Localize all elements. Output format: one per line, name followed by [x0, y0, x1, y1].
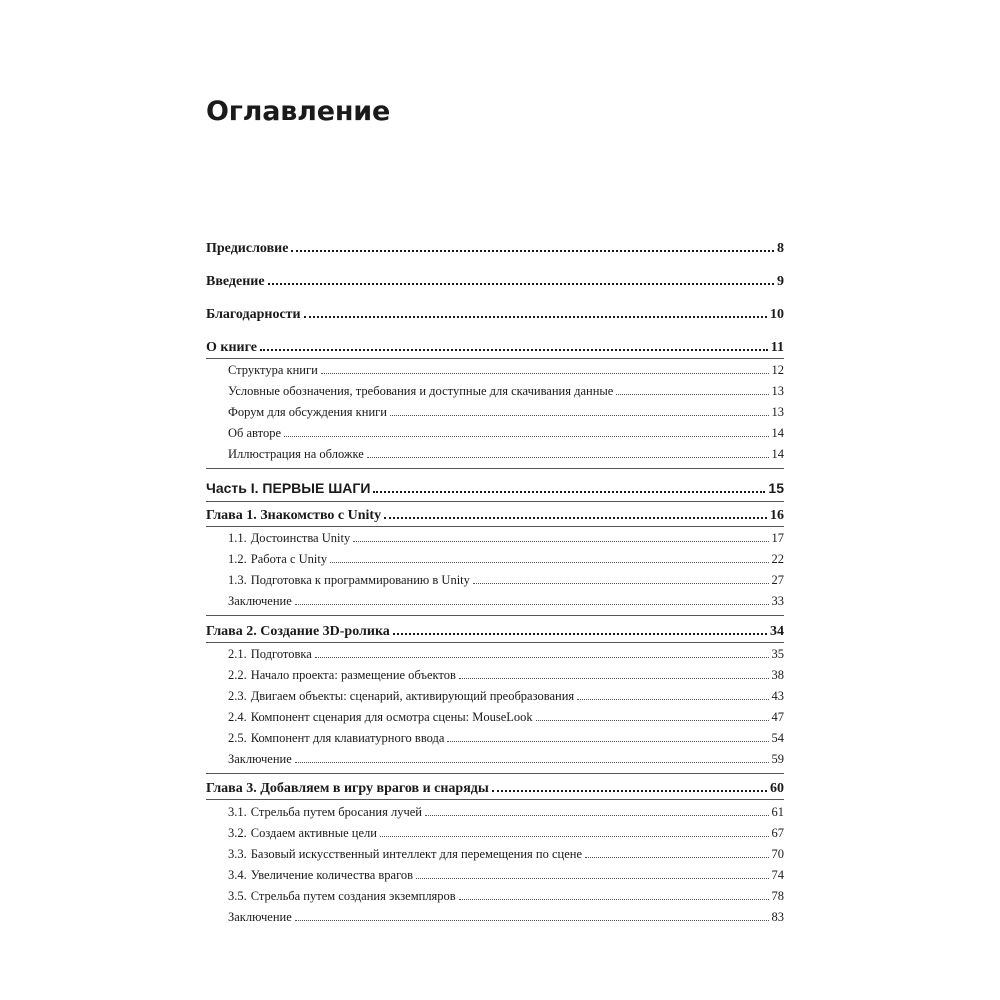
toc-subentry[interactable] [228, 731, 784, 746]
toc-subentry-page: 54 [771, 731, 784, 745]
section-divider [206, 358, 784, 359]
leader-dots [459, 678, 769, 679]
toc-subentry-title: Подготовка [250, 647, 312, 661]
toc-entry-title: Благодарности [206, 307, 301, 322]
toc-entry-preface[interactable] [206, 241, 784, 257]
leader-dots [577, 699, 768, 700]
toc-entry-title: О книге [206, 340, 257, 355]
page-title: Оглавление [206, 96, 391, 127]
section-number: 2.2. [228, 668, 247, 682]
toc-subentry-title: Условные обозначения, требования и доступные для скачивания данные [228, 384, 614, 398]
leader-dots [295, 920, 769, 921]
toc-subentry-page: 12 [771, 363, 784, 377]
toc-subentry[interactable] [228, 868, 784, 883]
leader-dots [260, 349, 768, 351]
leader-dots [367, 457, 769, 458]
toc-subentry-page: 17 [771, 531, 784, 545]
toc-entry-page: 15 [768, 480, 784, 496]
toc-subentry[interactable] [228, 363, 784, 378]
toc-subentry-title: Компонент для клавиатурного ввода [250, 731, 445, 745]
toc-subentry-page: 27 [771, 573, 784, 587]
toc-subentry[interactable] [228, 573, 784, 588]
section-number: 2.4. [228, 710, 247, 724]
toc-subentry-title: Увеличение количества врагов [250, 868, 414, 882]
section-divider [206, 468, 784, 469]
section-divider [206, 526, 784, 527]
toc-entry-page: 60 [770, 781, 784, 796]
toc-entry-title: Часть I. ПЕРВЫЕ ШАГИ [206, 480, 371, 496]
toc-subentry-title: Достоинства Unity [250, 531, 351, 545]
toc-subentry[interactable] [228, 405, 784, 420]
toc-subentry[interactable] [228, 805, 784, 820]
section-divider [206, 799, 784, 800]
toc-entry-introduction[interactable] [206, 274, 784, 290]
toc-subentry-page: 38 [771, 668, 784, 682]
toc-entry-page: 9 [777, 274, 784, 289]
leader-dots [295, 604, 769, 605]
toc-entry-chapter-2[interactable] [206, 624, 784, 640]
toc-entry-page: 11 [770, 340, 784, 355]
toc-subentry-title: Структура книги [228, 363, 318, 377]
toc-subentry[interactable] [228, 426, 784, 441]
leader-dots [492, 790, 767, 792]
toc-subentry-title: Базовый искусственный интеллект для перемещения по сцене [250, 847, 583, 861]
toc-entry-page: 10 [770, 307, 784, 322]
toc-entry-page: 8 [777, 241, 784, 256]
leader-dots [616, 394, 768, 395]
section-number: 3.2. [228, 826, 247, 840]
toc-subentry-title: Заключение [228, 752, 292, 766]
section-divider [206, 642, 784, 643]
toc-entry-title: Глава 2. Создание 3D-ролика [206, 624, 390, 639]
toc-subentry-page: 14 [771, 426, 784, 440]
toc-subentry-title: Начало проекта: размещение объектов [250, 668, 456, 682]
toc-entry-chapter-3[interactable] [206, 781, 784, 797]
toc-subentry[interactable] [228, 447, 784, 462]
leader-dots [384, 517, 767, 519]
toc-entry-acknowledgments[interactable] [206, 307, 784, 323]
toc-subentry-title: Двигаем объекты: сценарий, активирующий преобразования [250, 689, 575, 703]
section-divider [206, 501, 784, 502]
section-number: 1.2. [228, 552, 247, 566]
section-number: 3.5. [228, 889, 247, 903]
leader-dots [373, 491, 765, 493]
toc-subentry-title: Работа с Unity [250, 552, 328, 566]
toc-entry-page: 16 [770, 508, 784, 523]
leader-dots [447, 741, 768, 742]
toc-subentry-title: Заключение [228, 910, 292, 924]
toc-entry-chapter-1[interactable] [206, 508, 784, 524]
toc-subentry[interactable] [228, 668, 784, 683]
leader-dots [291, 250, 774, 252]
toc-subentry-title: Стрельба путем создания экземпляров [250, 889, 456, 903]
toc-subentry-page: 74 [771, 868, 784, 882]
leader-dots [585, 857, 768, 858]
section-number: 3.1. [228, 805, 247, 819]
leader-dots [330, 562, 768, 563]
leader-dots [473, 583, 769, 584]
leader-dots [315, 657, 769, 658]
toc-subentry-title: Подготовка к программированию в Unity [250, 573, 470, 587]
section-number: 1.3. [228, 573, 247, 587]
toc-subentry-page: 59 [771, 752, 784, 766]
toc-entry-page: 34 [770, 624, 784, 639]
toc-subentry-title: Создаем активные цели [250, 826, 377, 840]
toc-subentry[interactable] [228, 384, 784, 399]
section-number: 2.3. [228, 689, 247, 703]
section-divider [206, 773, 784, 774]
section-number: 1.1. [228, 531, 247, 545]
toc-subentry[interactable] [228, 752, 784, 767]
leader-dots [536, 720, 769, 721]
leader-dots [268, 283, 774, 285]
section-divider [206, 615, 784, 616]
toc-subentry-page: 78 [771, 889, 784, 903]
toc-subentry-page: 14 [771, 447, 784, 461]
toc-subentry[interactable] [228, 689, 784, 704]
toc-subentry-page: 70 [771, 847, 784, 861]
toc-entry-about-book[interactable] [206, 340, 784, 356]
leader-dots [459, 899, 769, 900]
section-number: 2.5. [228, 731, 247, 745]
toc-subentry-page: 61 [771, 805, 784, 819]
leader-dots [353, 541, 768, 542]
toc-subentry-page: 47 [771, 710, 784, 724]
toc-subentry[interactable] [228, 647, 784, 662]
toc-subentry-page: 13 [771, 384, 784, 398]
toc-subentry[interactable] [228, 594, 784, 609]
toc-subentry-page: 13 [771, 405, 784, 419]
toc-subentry-page: 83 [771, 910, 784, 924]
toc-subentry[interactable] [228, 552, 784, 567]
leader-dots [380, 836, 769, 837]
toc-entry-part-1[interactable] [206, 480, 784, 496]
leader-dots [425, 815, 769, 816]
leader-dots [304, 316, 767, 318]
leader-dots [416, 878, 768, 879]
toc-subentry-page: 33 [771, 594, 784, 608]
toc-subentry[interactable] [228, 847, 784, 862]
leader-dots [284, 436, 769, 437]
toc-subentry-title: Компонент сценария для осмотра сцены: MouseLook [250, 710, 533, 724]
toc-subentry-title: Заключение [228, 594, 292, 608]
toc-entry-title: Глава 1. Знакомство с Unity [206, 508, 382, 523]
toc-subentry[interactable] [228, 889, 784, 904]
toc-subentry-page: 35 [771, 647, 784, 661]
leader-dots [295, 762, 769, 763]
toc-entry-title: Глава 3. Добавляем в игру врагов и снаряды [206, 781, 489, 796]
toc-subentry[interactable] [228, 910, 784, 925]
toc-subentry-title: Об авторе [228, 426, 281, 440]
toc-subentry-title: Стрельба путем бросания лучей [250, 805, 422, 819]
toc-subentry-page: 43 [771, 689, 784, 703]
section-number: 3.4. [228, 868, 247, 882]
toc-subentry[interactable] [228, 826, 784, 841]
leader-dots [390, 415, 769, 416]
toc-subentry[interactable] [228, 531, 784, 546]
toc-subentry-title: Форум для обсуждения книги [228, 405, 387, 419]
toc-entry-title: Введение [206, 274, 265, 289]
section-number: 3.3. [228, 847, 247, 861]
toc-subentry-title: Иллюстрация на обложке [228, 447, 364, 461]
leader-dots [393, 633, 767, 635]
toc-subentry-page: 22 [771, 552, 784, 566]
leader-dots [321, 373, 769, 374]
toc-entry-title: Предисловие [206, 241, 289, 256]
toc-subentry[interactable] [228, 710, 784, 725]
toc-subentry-page: 67 [771, 826, 784, 840]
section-number: 2.1. [228, 647, 247, 661]
